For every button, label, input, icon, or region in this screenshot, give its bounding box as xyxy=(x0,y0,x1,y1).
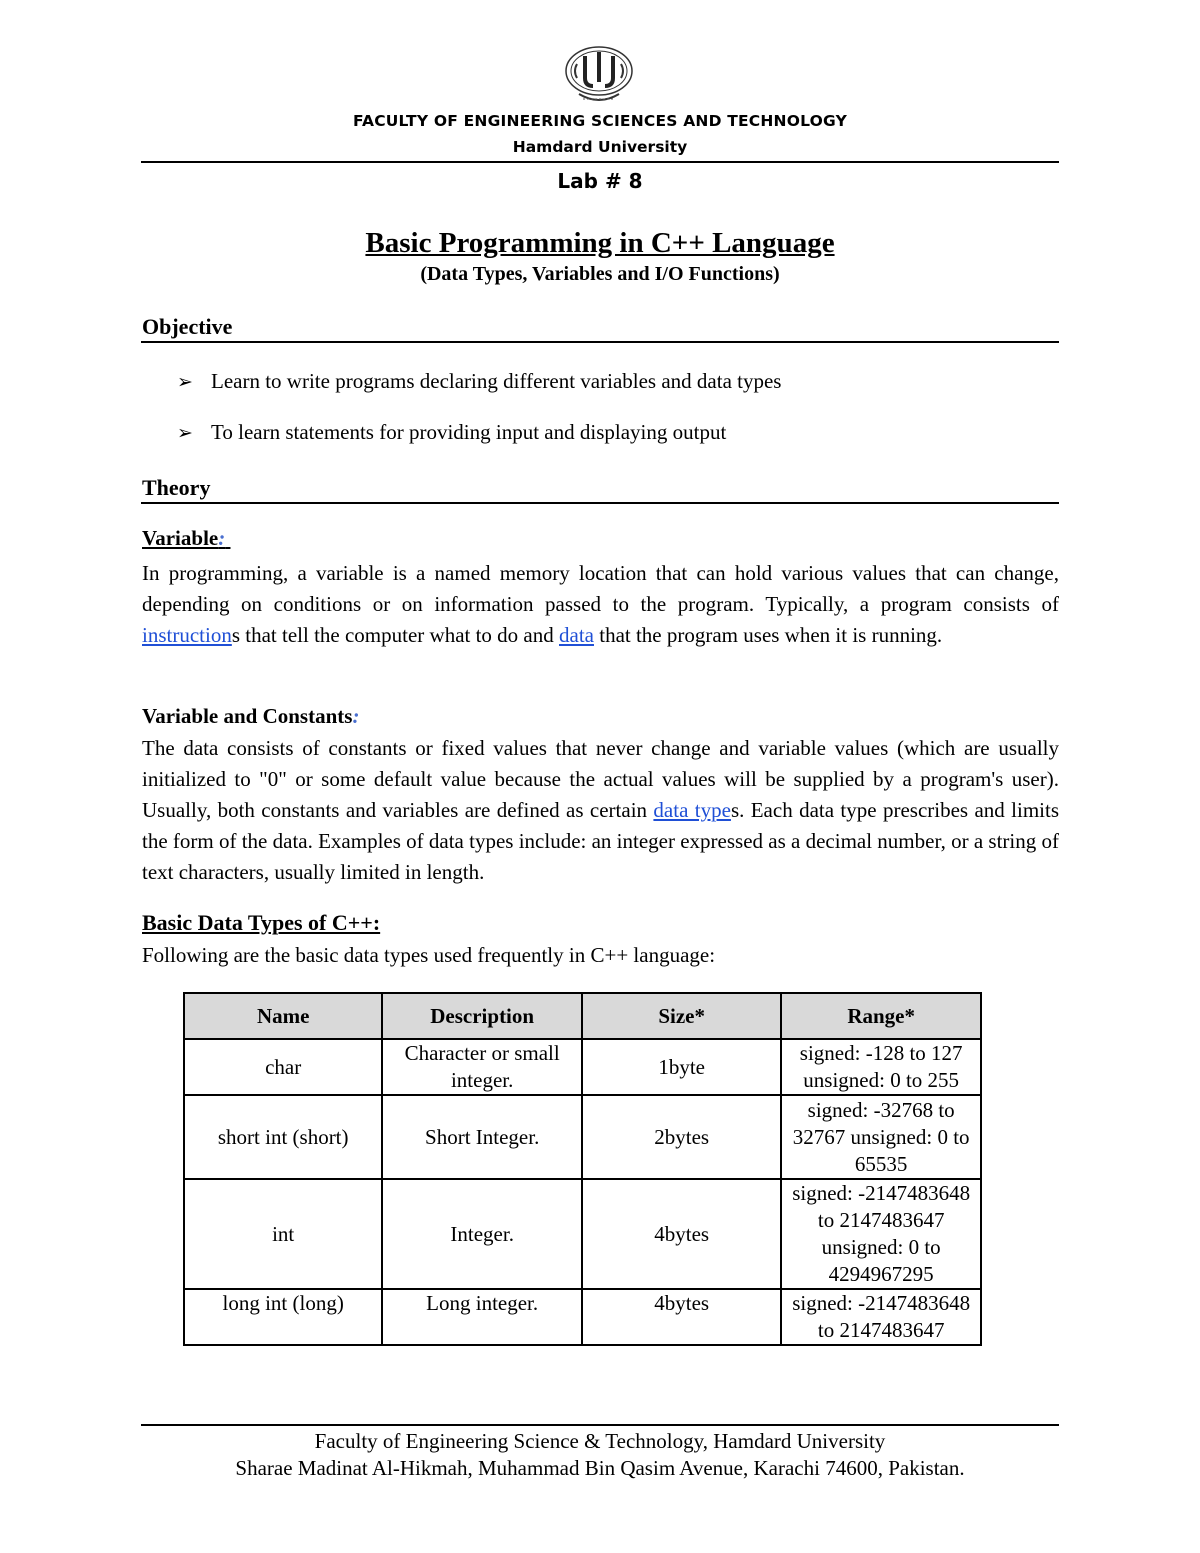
cell-size: 4bytes xyxy=(582,1289,781,1345)
column-header-name: Name xyxy=(184,993,382,1039)
theory-heading: Theory xyxy=(142,475,211,500)
data-types-table xyxy=(183,992,982,1346)
constants-heading xyxy=(142,704,359,729)
footer-divider xyxy=(141,1424,1059,1426)
objective-divider xyxy=(141,341,1059,343)
cell-range: signed: -2147483648 to 2147483647 unsigned: 0 to 4294967295 xyxy=(781,1179,981,1289)
variable-paragraph: In programming, a variable is a named memory location that can hold various values that can change, depending on conditions or on information passed to the program. Typically, a program consists of instructions that tell the computer what to do and data that the program uses when it is running. xyxy=(142,561,1059,647)
constants-heading-colon: : xyxy=(352,704,360,728)
cell-range: signed: -2147483648 to 2147483647 xyxy=(781,1289,981,1345)
variable-heading xyxy=(142,526,230,551)
arrow-bullet-icon: ➢ xyxy=(177,422,193,444)
bullet-text: To learn statements for providing input and displaying output xyxy=(211,420,727,444)
cell-name: int xyxy=(184,1179,382,1289)
table-row xyxy=(184,1095,981,1179)
objective-heading: Objective xyxy=(142,314,233,339)
header-divider xyxy=(141,161,1059,163)
variable-heading-colon: : xyxy=(218,526,226,550)
faculty-name: FACULTY OF ENGINEERING SCIENCES AND TECHNOLOGY xyxy=(352,112,847,130)
column-header-range: Range* xyxy=(781,993,981,1039)
footer-line-2: Sharae Madinat Al-Hikmah, Muhammad Bin Qasim Avenue, Karachi 74600, Pakistan. xyxy=(235,1456,965,1480)
cell-description: Character or small integer. xyxy=(382,1039,582,1095)
constants-heading-text: Variable and Constants xyxy=(142,704,353,728)
cell-description: Short Integer. xyxy=(382,1095,582,1179)
table-row xyxy=(184,1039,981,1095)
table-header-row xyxy=(184,993,981,1039)
constants-paragraph: The data consists of constants or fixed values that never change and variable values (which are usually initialized to "0" or some default value because the actual values will be supplied by a program's user). Usually, both constants and variables are defined as certain data types. Each data type prescribes and limits the form of the data. Examples of data types include: an integer expressed as a decimal number, or a string of text characters, usually limited in length. xyxy=(142,736,1060,884)
university-name: Hamdard University xyxy=(512,138,688,156)
column-header-size: Size* xyxy=(582,993,781,1039)
instruction-link[interactable]: instruction xyxy=(142,623,232,647)
bullet-text: Learn to write programs declaring different variables and data types xyxy=(211,369,782,393)
cell-name: long int (long) xyxy=(184,1289,382,1345)
theory-divider xyxy=(141,502,1059,504)
cell-size: 1byte xyxy=(582,1039,781,1095)
cell-description: Integer. xyxy=(382,1179,582,1289)
variable-heading-text: Variable xyxy=(142,526,219,550)
lab-number: Lab # 8 xyxy=(557,169,643,193)
objective-bullet xyxy=(177,420,726,445)
cell-range: signed: -32768 to 32767 unsigned: 0 to 65535 xyxy=(781,1095,981,1179)
university-logo-icon xyxy=(563,44,635,106)
footer-line-1: Faculty of Engineering Science & Technology, Hamdard University xyxy=(314,1429,886,1453)
cell-description: Long integer. xyxy=(382,1289,582,1345)
data-type-link[interactable]: data type xyxy=(653,798,731,822)
cell-range: signed: -128 to 127 unsigned: 0 to 255 xyxy=(781,1039,981,1095)
column-header-description: Description xyxy=(382,993,582,1039)
page-subtitle: (Data Types, Variables and I/O Functions) xyxy=(420,263,780,285)
table-row xyxy=(184,1179,981,1289)
page-title: Basic Programming in C++ Language xyxy=(365,227,835,259)
arrow-bullet-icon: ➢ xyxy=(177,371,193,393)
objective-bullet xyxy=(177,369,781,394)
cell-name: short int (short) xyxy=(184,1095,382,1179)
cell-name: char xyxy=(184,1039,382,1095)
cell-size: 2bytes xyxy=(582,1095,781,1179)
table-row xyxy=(184,1289,981,1345)
datatypes-heading: Basic Data Types of C++: xyxy=(142,910,381,935)
cell-size: 4bytes xyxy=(582,1179,781,1289)
data-link[interactable]: data xyxy=(559,623,594,647)
datatypes-intro: Following are the basic data types used frequently in C++ language: xyxy=(142,943,716,967)
